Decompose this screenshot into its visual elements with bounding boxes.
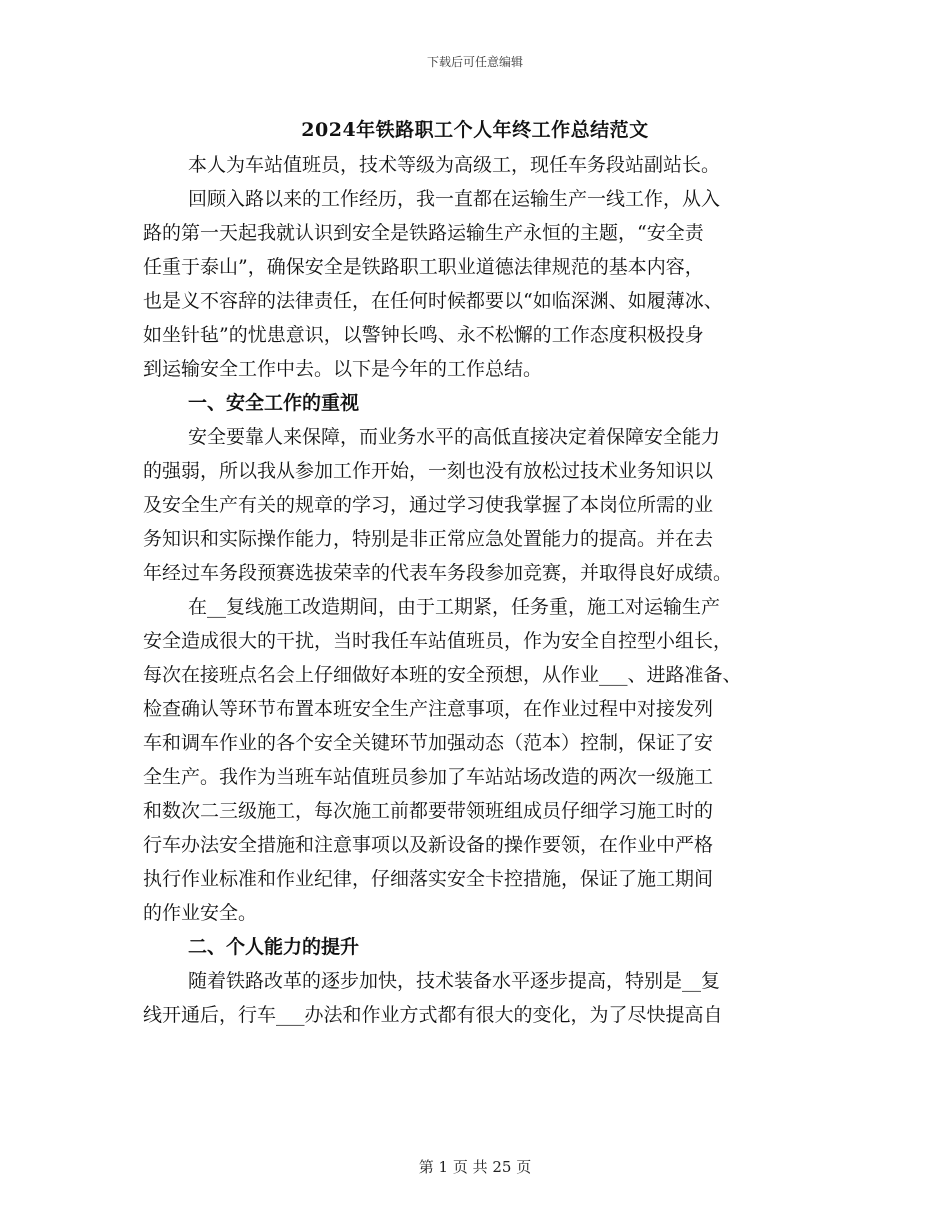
paragraph-line: 在__复线施工改造期间，由于工期紧，任务重，施工对运输生产 [188,596,721,618]
paragraph-line: 安全造成很大的干扰，当时我任车站值班员，作为安全自控型小组长， [143,630,733,652]
document-title: 2024年铁路职工个人年终工作总结范文 [301,119,649,141]
paragraph-line: 每次在接班点名会上仔细做好本班的安全预想，从作业___、进路准备、 [143,664,742,686]
paragraph-line: 如坐针毡”的忧患意识，以警钟长鸣、永不松懈的工作态度积极投身 [143,324,704,346]
document-body [143,148,805,1032]
page-header: 下载后可任意编辑 [426,55,523,69]
paragraph-line: 车和调车作业的各个安全关键环节加强动态（范本）控制，保证了安 [143,732,714,754]
paragraph-line: 路的第一天起我就认识到安全是铁路运输生产永恒的主题，“安全责 [143,222,704,244]
paragraph-line: 全生产。我作为当班车站值班员参加了车站站场改造的两次一级施工 [143,766,714,788]
paragraph-line: 也是义不容辞的法律责任，在任何时候都要以“如临深渊、如履薄冰、 [143,290,723,312]
paragraph-line: 及安全生产有关的规章的学习，通过学习使我掌握了本岗位所需的业 [143,494,714,516]
section-heading: 一、安全工作的重视 [188,392,360,414]
paragraph-line: 到运输安全工作中去。以下是今年的工作总结。 [143,358,543,380]
paragraph-line: 安全要靠人来保障，而业务水平的高低直接决定着保障安全能力 [188,426,721,448]
paragraph-line: 务知识和实际操作能力，特别是非正常应急处置能力的提高。并在去 [143,528,714,550]
paragraph-line: 执行作业标准和作业纪律，仔细落实安全卡控措施，保证了施工期间 [143,868,714,890]
paragraph-line: 任重于泰山”，确保安全是铁路职工职业道德法律规范的基本内容， [143,256,704,278]
paragraph-line: 的强弱，所以我从参加工作开始，一刻也没有放松过技术业务知识以 [143,460,714,482]
paragraph-line: 的作业安全。 [143,902,258,924]
paragraph-line: 检查确认等环节布置本班安全生产注意事项，在作业过程中对接发列 [143,698,714,720]
page-footer: 第 1 页 共 25 页 [418,1158,532,1176]
paragraph-line: 年经过车务段预赛选拔荣幸的代表车务段参加竞赛，并取得良好成绩。 [143,562,733,584]
section-heading: 二、个人能力的提升 [188,936,360,958]
paragraph-line: 行车办法安全措施和注意事项以及新设备的操作要领，在作业中严格 [143,834,714,856]
paragraph-line: 回顾入路以来的工作经历，我一直都在运输生产一线工作，从入 [188,188,721,210]
paragraph-line: 线开通后，行车___办法和作业方式都有很大的变化，为了尽快提高自 [143,1004,723,1026]
paragraph-line: 随着铁路改革的逐步加快，技术装备水平逐步提高，特别是__复 [188,970,721,992]
paragraph-line: 和数次二三级施工，每次施工前都要带领班组成员仔细学习施工时的 [143,800,714,822]
paragraph-line: 本人为车站值班员，技术等级为高级工，现任车务段站副站长。 [188,154,721,176]
